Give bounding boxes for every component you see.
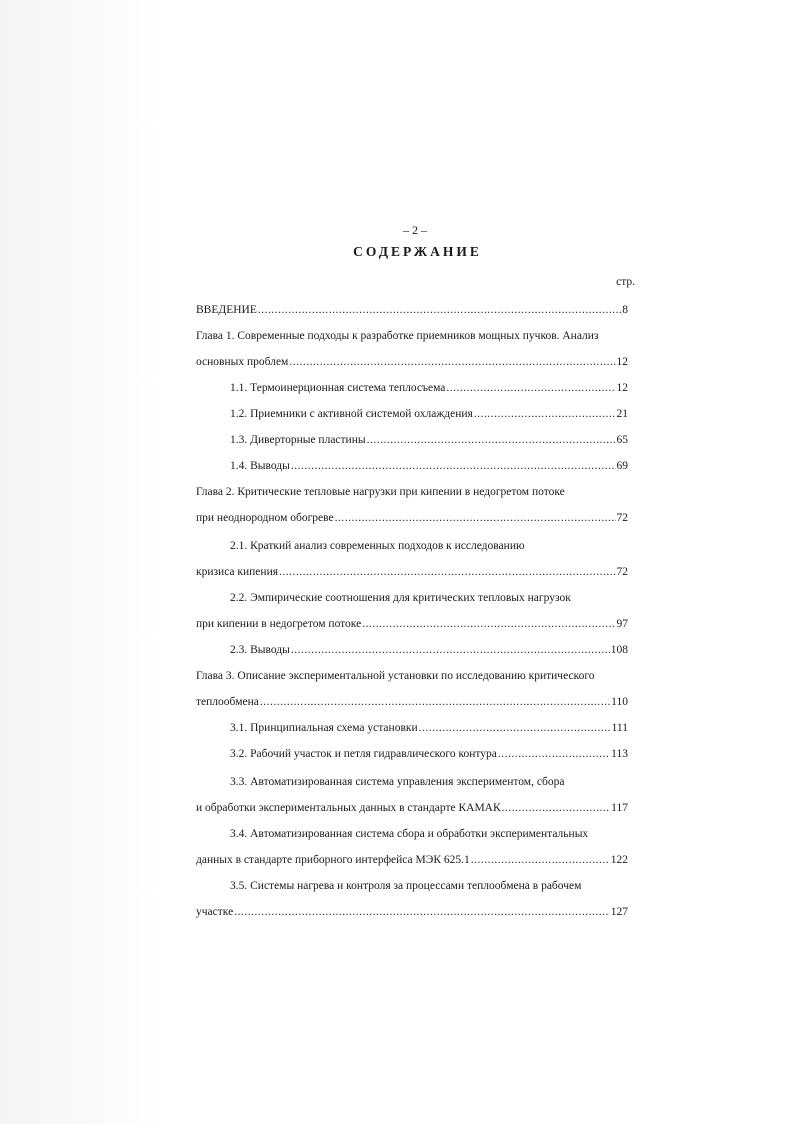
toc-2-2-heading — [196, 590, 628, 606]
toc-entry-introduction — [196, 302, 628, 318]
toc-entry-2-2 — [196, 616, 628, 632]
toc-entry-page: 72 — [616, 566, 628, 578]
toc-entry-page: 127 — [610, 906, 628, 918]
toc-line-text: 3.5. Системы нагрева и контроля за процессами теплообмена в рабочем — [230, 880, 582, 892]
toc-entry-text: данных в стандарте приборного интерфейса МЭК 625.1 — [196, 854, 470, 866]
toc-entry-page: 117 — [611, 802, 628, 814]
toc-entry-2-1 — [196, 564, 628, 580]
toc-entry-page: 72 — [616, 512, 628, 524]
toc-entry-page: 113 — [611, 748, 628, 760]
toc-chapter-2-heading — [196, 484, 628, 500]
toc-entry-3-1 — [196, 720, 628, 736]
toc-3-5-heading — [196, 878, 628, 894]
toc-entry-text: 1.4. Выводы — [230, 460, 290, 472]
toc-entry-text: и обработки экспериментальных данных в стандарте КАМАК — [196, 802, 501, 814]
toc-entry-text: кризиса кипения — [196, 566, 279, 578]
toc-entry-chapter-3 — [196, 694, 628, 710]
toc-line-text: 2.1. Краткий анализ современных подходов к исследованию — [230, 540, 525, 552]
page-number: – 2 – — [403, 223, 427, 237]
toc-entry-page: 12 — [616, 382, 628, 394]
toc-entry-text: 1.1. Термоинерционная система теплосъема — [230, 382, 446, 394]
toc-entry-3-4 — [196, 852, 628, 868]
scan-shadow — [0, 0, 160, 1124]
toc-entry-text: участке — [196, 906, 234, 918]
toc-entry-3-5 — [196, 904, 628, 920]
toc-entry-page: 8 — [622, 304, 628, 316]
toc-entry-text: 3.2. Рабочий участок и петля гидравлического контура — [230, 748, 497, 760]
toc-line-text: Глава 1. Современные подходы к разработке приемников мощных пучков. Анализ — [196, 330, 599, 342]
toc-line-text: 3.4. Автоматизированная система сбора и обработки экспериментальных — [230, 828, 589, 840]
toc-entry-page: 12 — [616, 356, 628, 368]
toc-entry-text: 2.3. Выводы — [230, 644, 290, 656]
toc-line-text: 2.2. Эмпирические соотношения для критических тепловых нагрузок — [230, 592, 571, 604]
page-title: СОДЕРЖАНИЕ — [353, 244, 482, 259]
toc-entry-page: 97 — [616, 618, 628, 630]
toc-entry-1-2 — [196, 406, 628, 422]
toc-entry-page: 21 — [616, 408, 628, 420]
toc-entry-page: 111 — [611, 722, 628, 734]
toc-entry-page: 108 — [610, 644, 628, 656]
toc-entry-text: 1.3. Диверторные пластины — [230, 434, 366, 446]
toc-3-4-heading — [196, 826, 628, 842]
toc-entry-text: при неоднородном обогреве — [196, 512, 334, 524]
toc-line-text: 3.3. Автоматизированная система управления экспериментом, сбора — [230, 776, 565, 788]
toc-entry-text: ВВЕДЕНИЕ — [196, 304, 257, 316]
toc-entry-page: 65 — [616, 434, 628, 446]
toc-entry-page: 69 — [616, 460, 628, 472]
toc-entry-3-2 — [196, 746, 628, 762]
toc-entry-text: при кипении в недогретом потоке — [196, 618, 362, 630]
toc-entry-page: 122 — [610, 854, 628, 866]
toc-entry-text: 1.2. Приемники с активной системой охлаждения — [230, 408, 473, 420]
toc-chapter-3-heading — [196, 668, 628, 684]
toc-2-1-heading — [196, 538, 628, 554]
toc-entry-2-3 — [196, 642, 628, 658]
toc-line-text: Глава 3. Описание экспериментальной установки по исследованию критического — [196, 670, 595, 682]
page-column-label: стр. — [616, 276, 635, 288]
toc-entry-text: 3.1. Принципиальная схема установки — [230, 722, 418, 734]
toc-entry-chapter-2 — [196, 510, 628, 526]
toc-entry-text: теплообмена — [196, 696, 259, 708]
toc-entry-1-3 — [196, 432, 628, 448]
toc-3-3-heading — [196, 774, 628, 790]
toc-line-text: Глава 2. Критические тепловые нагрузки при кипении в недогретом потоке — [196, 486, 565, 498]
toc-entry-1-4 — [196, 458, 628, 474]
toc-chapter-1-heading — [196, 328, 628, 344]
toc-entry-1-1 — [196, 380, 628, 396]
toc-entry-3-3 — [196, 800, 628, 816]
toc-entry-chapter-1 — [196, 354, 628, 370]
toc-entry-page: 110 — [611, 696, 628, 708]
toc-entry-text: основных проблем — [196, 356, 289, 368]
